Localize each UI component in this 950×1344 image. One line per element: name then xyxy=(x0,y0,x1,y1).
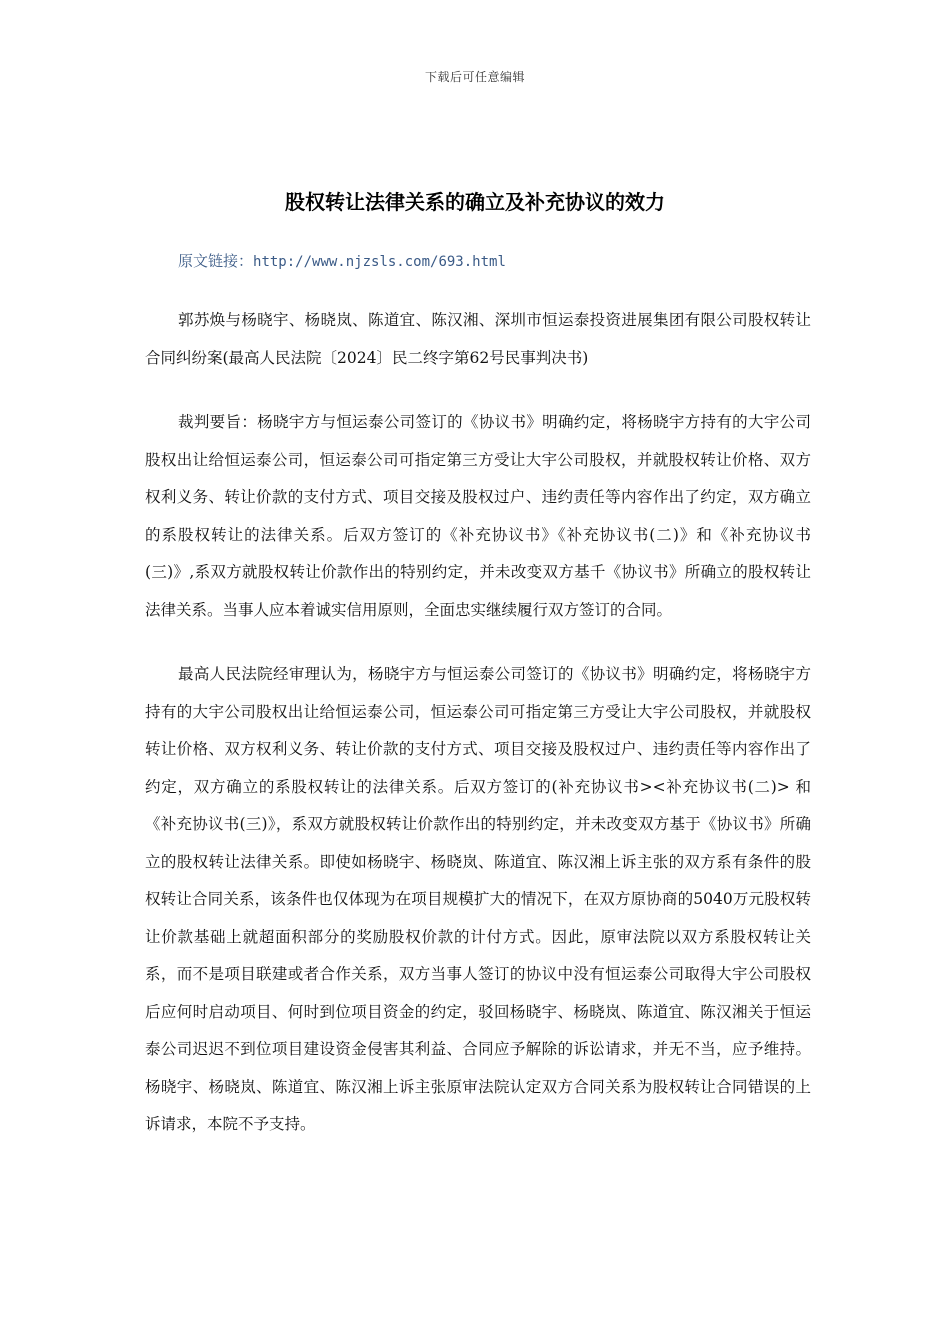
header-note: 下载后可任意编辑 xyxy=(424,70,525,84)
source-link-line xyxy=(178,250,506,271)
case-citation-paragraph: 郭苏焕与杨晓宇、杨晓岚、陈道宜、陈汉湘、深圳市恒运泰投资进展集团有限公司股权转让合同纠纷案(最高人民法院〔2024〕民二终字第62号民事判决书) xyxy=(145,311,811,367)
source-url-link[interactable]: http://www.njzsls.com/693.html xyxy=(253,254,506,270)
judgment-summary-paragraph: 裁判要旨：杨晓宇方与恒运泰公司签订的《协议书》明确约定，将杨晓宇方持有的大宇公司股权出让给恒运泰公司，恒运泰公司可指定第三方受让大宇公司股权，并就股权转让价格、双方权利义务、转让价款的支付方式、项目交接及股权过户、违约责任等内容作出了约定，双方确立的系股权转让的法律关系。后双方签订的《补充协议书》《补充协议书(二)》和《补充协议书(三)》,系双方就股权转让价款作出的特别约定，并未改变双方基千《协议书》所确立的股权转让法律关系。当事人应本着诚实信用原则，全面忠实继续履行双方签订的合同。 xyxy=(145,413,811,619)
source-label: 原文链接： xyxy=(178,252,254,270)
document-title: 股权转让法律关系的确立及补充协议的效力 xyxy=(285,190,665,214)
document-body xyxy=(145,302,811,1171)
court-reasoning-paragraph: 最高人民法院经审理认为，杨晓宇方与恒运泰公司签订的《协议书》明确约定，将杨晓宇方持有的大宇公司股权出让给恒运泰公司，恒运泰公司可指定第三方受让大宇公司股权，并就股权转让价格、双方权利义务、转让价款的支付方式、项目交接及股权过户、违约责任等内容作出了约定，双方确立的系股权转让的法律关系。后双方签订的(补充协议书><补充协议书(二)> 和《补充协议书(三)》，系双方就股权转让价款作出的特别约定，并未改变双方基于《协议书》所确立的股权转让法律关系。即使如杨晓宇、杨晓岚、陈道宜、陈汉湘上诉主张的双方系有条件的股权转让合同关系，该条件也仅体现为在项目规模扩大的情况下，在双方原协商的5040万元股权转让价款基础上就超面积部分的奖励股权价款的计付方式。因此，原审法院以双方系股权转让关系，而不是项目联建或者合作关系，双方当事人签订的协议中没有恒运泰公司取得大宇公司股权后应何时启动项目、何时到位项目资金的约定，驳回杨晓宇、杨晓岚、陈道宜、陈汉湘关于恒运泰公司迟迟不到位项目建设资金侵害其利益、合同应予解除的诉讼请求，并无不当，应予维持。杨晓宇、杨晓岚、陈道宜、陈汉湘上诉主张原审法院认定双方合同关系为股权转让合同错误的上诉请求，本院不予支持。 xyxy=(145,665,811,1133)
